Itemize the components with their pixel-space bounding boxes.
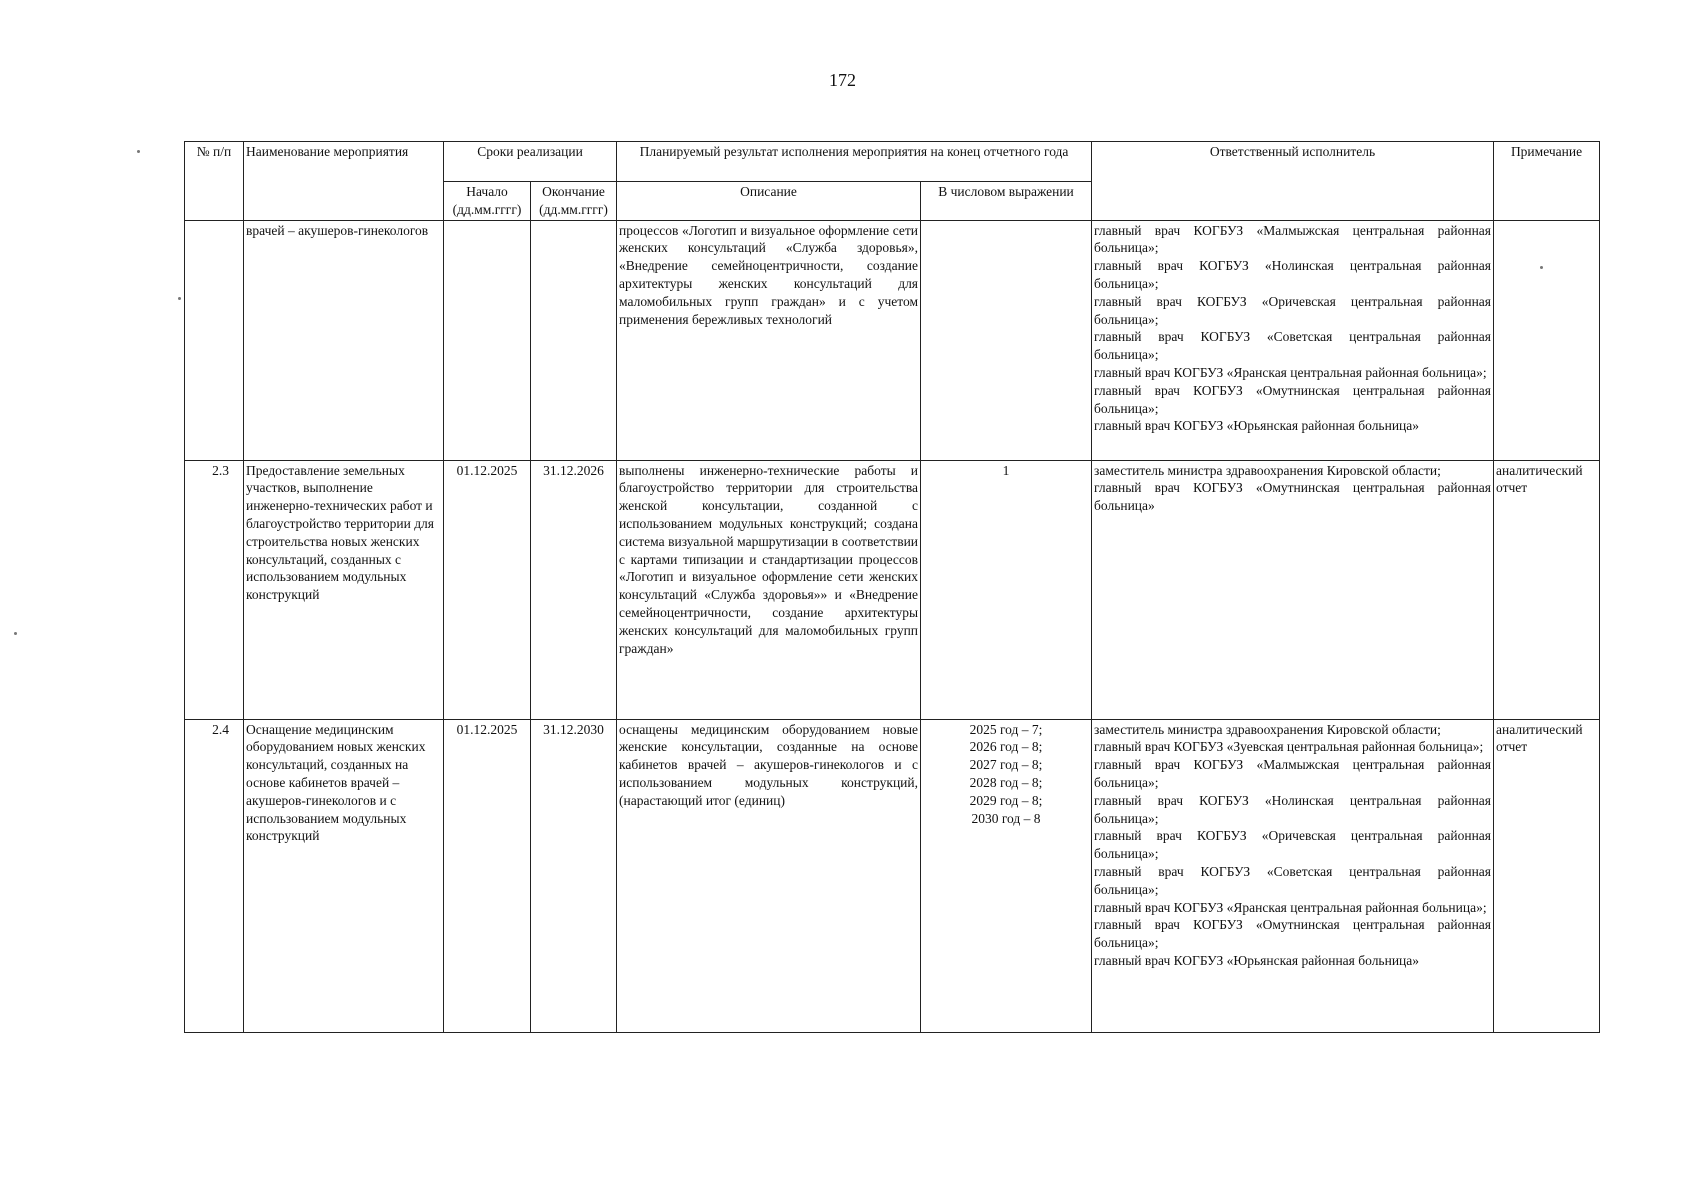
header-num: № п/п (185, 142, 244, 221)
row-note: аналитический отчет (1494, 460, 1600, 719)
numeric-item: 2028 год – 8; (969, 774, 1043, 790)
row-note (1494, 220, 1600, 460)
responsible-item: главный врач КОГБУЗ «Нолинская центральная районная больница»; (1094, 792, 1492, 826)
responsible-item: главный врач КОГБУЗ «Юрьянская районная больница» (1094, 418, 1420, 434)
table-header (185, 142, 1600, 221)
row-responsible (1092, 460, 1494, 719)
header-end: Окончание (дд.мм.гггг) (531, 182, 617, 221)
row-description: процессов «Логотип и визуальное оформление сети женских консультаций «Служба здоровья», «Внедрение семейноцентричности, создание архитектуры женских консультаций для маломобильных групп граждан» и с учетом применения бережливых технологий (617, 220, 921, 460)
responsible-item: главный врач КОГБУЗ «Оричевская центральная районная больница»; (1094, 293, 1492, 327)
scan-speck (1540, 266, 1543, 269)
row-end: 31.12.2026 (531, 460, 617, 719)
responsible-item: главный врач КОГБУЗ «Зуевская центральная районная больница»; (1094, 739, 1484, 755)
scan-speck (137, 150, 140, 153)
row-end (531, 220, 617, 460)
numeric-item: 2029 год – 8; (969, 792, 1043, 808)
responsible-item: главный врач КОГБУЗ «Советская центральная районная больница»; (1094, 863, 1492, 897)
row-numeric (921, 220, 1092, 460)
header-start: Начало (дд.мм.гггг) (444, 182, 531, 221)
header-name: Наименование мероприятия (244, 142, 444, 221)
numeric-item: 1 (1002, 462, 1010, 478)
row-num: 2.3 (185, 460, 244, 719)
row-end: 31.12.2030 (531, 719, 617, 1032)
table-row (185, 719, 1600, 1032)
header-responsible: Ответственный исполнитель (1092, 142, 1494, 221)
row-name: Предоставление земельных участков, выполнение инженерно-технических работ и благоустройство территории для строительства новых женских консультаций, созданных с использованием модульных конструкций (244, 460, 444, 719)
responsible-item: главный врач КОГБУЗ «Советская центральная районная больница»; (1094, 329, 1492, 363)
activities-table (184, 141, 1600, 1033)
row-name: Оснащение медицинским оборудованием новых женских консультаций, созданных на основе кабинетов врачей – акушеров-гинекологов и с использованием модульных конструкций (244, 719, 444, 1032)
responsible-item: главный врач КОГБУЗ «Яранская центральная районная больница»; (1094, 364, 1487, 380)
row-start: 01.12.2025 (444, 719, 531, 1032)
numeric-item: 2030 год – 8 (971, 810, 1041, 826)
numeric-item: 2026 год – 8; (969, 739, 1043, 755)
page-number: 172 (829, 70, 856, 90)
numeric-item: 2025 год – 7; (969, 721, 1043, 737)
responsible-item: заместитель министра здравоохранения Кировской области; (1094, 462, 1441, 478)
responsible-item: заместитель министра здравоохранения Кировской области; (1094, 721, 1441, 737)
header-numeric: В числовом выражении (921, 182, 1092, 221)
header-description: Описание (617, 182, 921, 221)
row-responsible (1092, 220, 1494, 460)
row-note: аналитический отчет (1494, 719, 1600, 1032)
scan-speck (178, 297, 181, 300)
responsible-item: главный врач КОГБУЗ «Малмыжская центральная районная больница»; (1094, 757, 1492, 790)
table-row (185, 460, 1600, 719)
row-description: выполнены инженерно-технические работы и благоустройство территории для строительства женской консультации, созданной с использованием модульных конструкций; создана система визуальной маршрутизации в соответствии с картами типизации и стандартизации процессов «Логотип и визуальное оформление сети женских консультаций «Служба здоровья»» и «Внедрение семейноцентричности, создание архитектуры женских консультаций для маломобильных групп граждан» (617, 460, 921, 719)
numeric-item: 2027 год – 8; (969, 757, 1043, 773)
responsible-item: главный врач КОГБУЗ «Малмыжская центральная районная больница»; (1094, 222, 1492, 256)
row-name: врачей – акушеров-гинекологов (244, 220, 444, 460)
scan-speck (14, 632, 17, 635)
responsible-item: главный врач КОГБУЗ «Оричевская центральная районная больница»; (1094, 828, 1492, 862)
table-row (185, 220, 1600, 460)
header-result: Планируемый результат исполнения мероприятия на конец отчетного года (617, 142, 1092, 182)
row-start (444, 220, 531, 460)
row-num: 2.4 (185, 719, 244, 1032)
responsible-item: главный врач КОГБУЗ «Омутнинская центральная районная больница»; (1094, 382, 1492, 416)
responsible-item: главный врач КОГБУЗ «Омутнинская центральная районная больница»; (1094, 917, 1492, 951)
responsible-item: главный врач КОГБУЗ «Яранская центральная районная больница»; (1094, 899, 1487, 915)
row-numeric (921, 460, 1092, 719)
row-responsible (1092, 719, 1494, 1032)
row-num (185, 220, 244, 460)
row-description: оснащены медицинским оборудованием новые женские консультации, созданные на основе кабинетов врачей – акушеров-гинекологов и с использованием модульных конструкций, (нарастающий итог (единиц) (617, 719, 921, 1032)
row-start: 01.12.2025 (444, 460, 531, 719)
responsible-item: главный врач КОГБУЗ «Омутнинская центральная районная больница» (1094, 480, 1492, 514)
responsible-item: главный врач КОГБУЗ «Нолинская центральная районная больница»; (1094, 258, 1492, 291)
header-terms: Сроки реализации (444, 142, 617, 182)
header-note: Примечание (1494, 142, 1600, 221)
row-numeric (921, 719, 1092, 1032)
responsible-item: главный врач КОГБУЗ «Юрьянская районная больница» (1094, 952, 1420, 968)
